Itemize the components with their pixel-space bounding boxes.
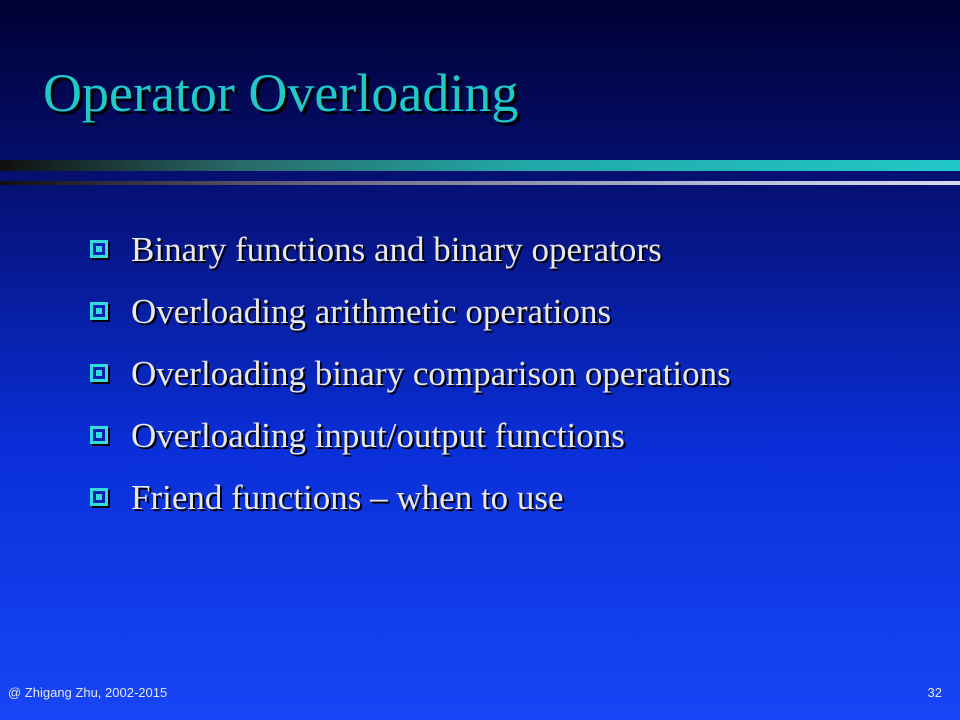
bullet-list [90, 218, 731, 528]
bullet-text: Overloading binary comparison operations [131, 353, 731, 393]
bullet-text: Binary functions and binary operators [131, 229, 662, 269]
bullet-text: Overloading input/output functions [131, 415, 625, 455]
footer-page-number: 32 [927, 685, 942, 700]
hollow-square-bullet-icon [90, 240, 108, 258]
title-divider-thick [0, 160, 960, 171]
bullet-text: Friend functions – when to use [131, 477, 564, 517]
bullet-text: Overloading arithmetic operations [131, 291, 612, 331]
footer-author: @ Zhigang Zhu, 2002-2015 [8, 685, 168, 700]
hollow-square-bullet-icon [90, 488, 108, 506]
hollow-square-bullet-icon [90, 302, 108, 320]
bullet-item [90, 342, 731, 404]
bullet-item [90, 280, 731, 342]
hollow-square-bullet-icon [90, 364, 108, 382]
bullet-item [90, 218, 731, 280]
hollow-square-bullet-icon [90, 426, 108, 444]
slide-title: Operator Overloading [43, 63, 519, 123]
bullet-item [90, 466, 731, 528]
bullet-item [90, 404, 731, 466]
title-divider-thin [0, 181, 960, 185]
